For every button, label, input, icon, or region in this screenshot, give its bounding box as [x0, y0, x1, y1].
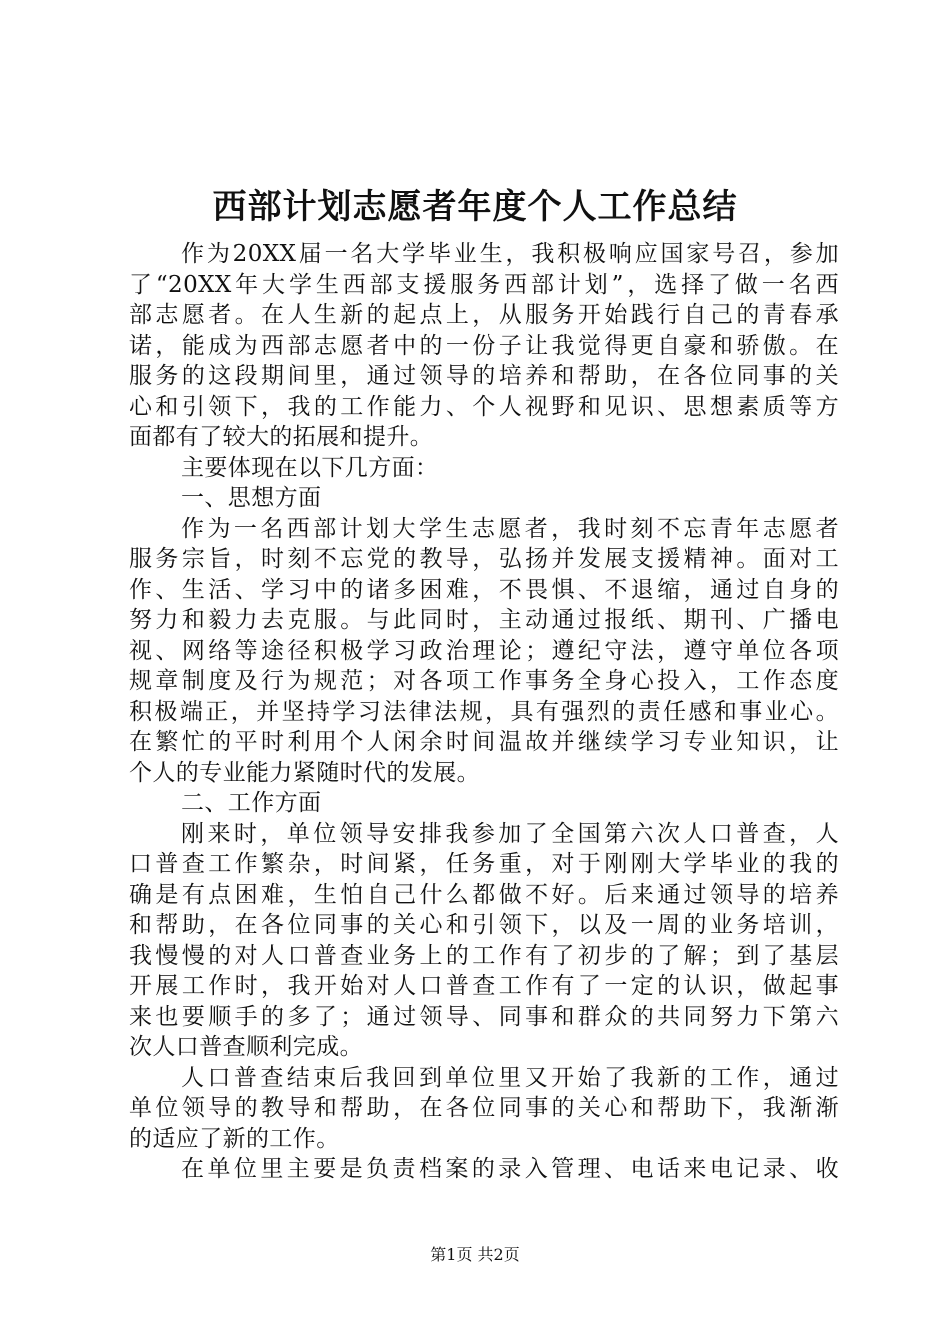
section-heading: 一、思想方面	[181, 485, 322, 511]
paragraph-line: 诺，能成为西部志愿者中的一份子让我觉得更自豪和骄傲。在	[129, 332, 839, 359]
paragraph-line: 人口普查结束后我回到单位里又开始了我新的工作，通过	[181, 1064, 839, 1091]
paragraph-line: 积极端正，并坚持学习法律法规，具有强烈的责任感和事业心。	[129, 698, 839, 725]
paragraph-line: 服务宗旨，时刻不忘党的教导，弘扬并发展支援精神。面对工	[129, 546, 839, 572]
paragraph-line: 开展工作时，我开始对人口普查工作有了一定的认识，做起事	[129, 973, 839, 999]
paragraph-line: 服务的这段期间里，通过领导的培养和帮助，在各位同事的关	[129, 363, 839, 389]
paragraph-line: 单位领导的教导和帮助，在各位同事的关心和帮助下，我渐渐	[129, 1095, 839, 1121]
paragraph-line: 面都有了较大的拓展和提升。	[129, 424, 434, 450]
paragraph-line: 心和引领下，我的工作能力、个人视野和见识、思想素质等方	[129, 393, 839, 420]
paragraph-line: 了“20XX年大学生西部支援服务西部计划”，选择了做一名西	[129, 271, 839, 298]
section-heading: 二、工作方面	[181, 790, 322, 816]
paragraph-line: 视、网络等途径积极学习政治理论；遵纪守法，遵守单位各项	[129, 637, 839, 664]
paragraph-line: 次人口普查顺利完成。	[129, 1034, 363, 1060]
paragraph-line: 作为一名西部计划大学生志愿者，我时刻不忘青年志愿者	[181, 515, 839, 542]
paragraph-line: 我慢慢的对人口普查业务上的工作有了初步的了解；到了基层	[129, 942, 839, 969]
paragraph-line: 确是有点困难，生怕自己什么都做不好。后来通过领导的培养	[129, 881, 839, 908]
paragraph-line: 作、生活、学习中的诸多困难，不畏惧、不退缩，通过自身的	[129, 576, 839, 603]
paragraph-line: 的适应了新的工作。	[129, 1125, 340, 1152]
paragraph-line: 努力和毅力去克服。与此同时，主动通过报纸、期刊、广播电	[129, 607, 839, 633]
paragraph-line: 在单位里主要是负责档案的录入管理、电话来电记录、收	[181, 1156, 839, 1182]
paragraph-line: 个人的专业能力紧随时代的发展。	[129, 759, 480, 786]
paragraph-line: 主要体现在以下几方面：	[181, 454, 439, 481]
document-body	[129, 239, 839, 1185]
paragraph-line: 部志愿者。在人生新的起点上，从服务开始践行自己的青春承	[129, 302, 839, 328]
paragraph-line: 和帮助，在各位同事的关心和引领下，以及一周的业务培训，	[129, 912, 839, 938]
page-footer: 第1页 共2页	[430, 1245, 520, 1264]
paragraph-line: 作为20XX届一名大学毕业生，我积极响应国家号召，参加	[181, 241, 839, 267]
document-title: 西部计划志愿者年度个人工作总结	[212, 187, 738, 227]
paragraph-line: 在繁忙的平时利用个人闲余时间温故并继续学习专业知识，让	[129, 729, 839, 755]
paragraph-line: 刚来时，单位领导安排我参加了全国第六次人口普查，人	[181, 820, 839, 847]
paragraph-line: 来也要顺手的多了；通过领导、同事和群众的共同努力下第六	[129, 1003, 839, 1030]
paragraph-line: 口普查工作繁杂，时间紧，任务重，对于刚刚大学毕业的我的	[129, 851, 839, 877]
paragraph-line: 规章制度及行为规范；对各项工作事务全身心投入，工作态度	[129, 668, 839, 694]
